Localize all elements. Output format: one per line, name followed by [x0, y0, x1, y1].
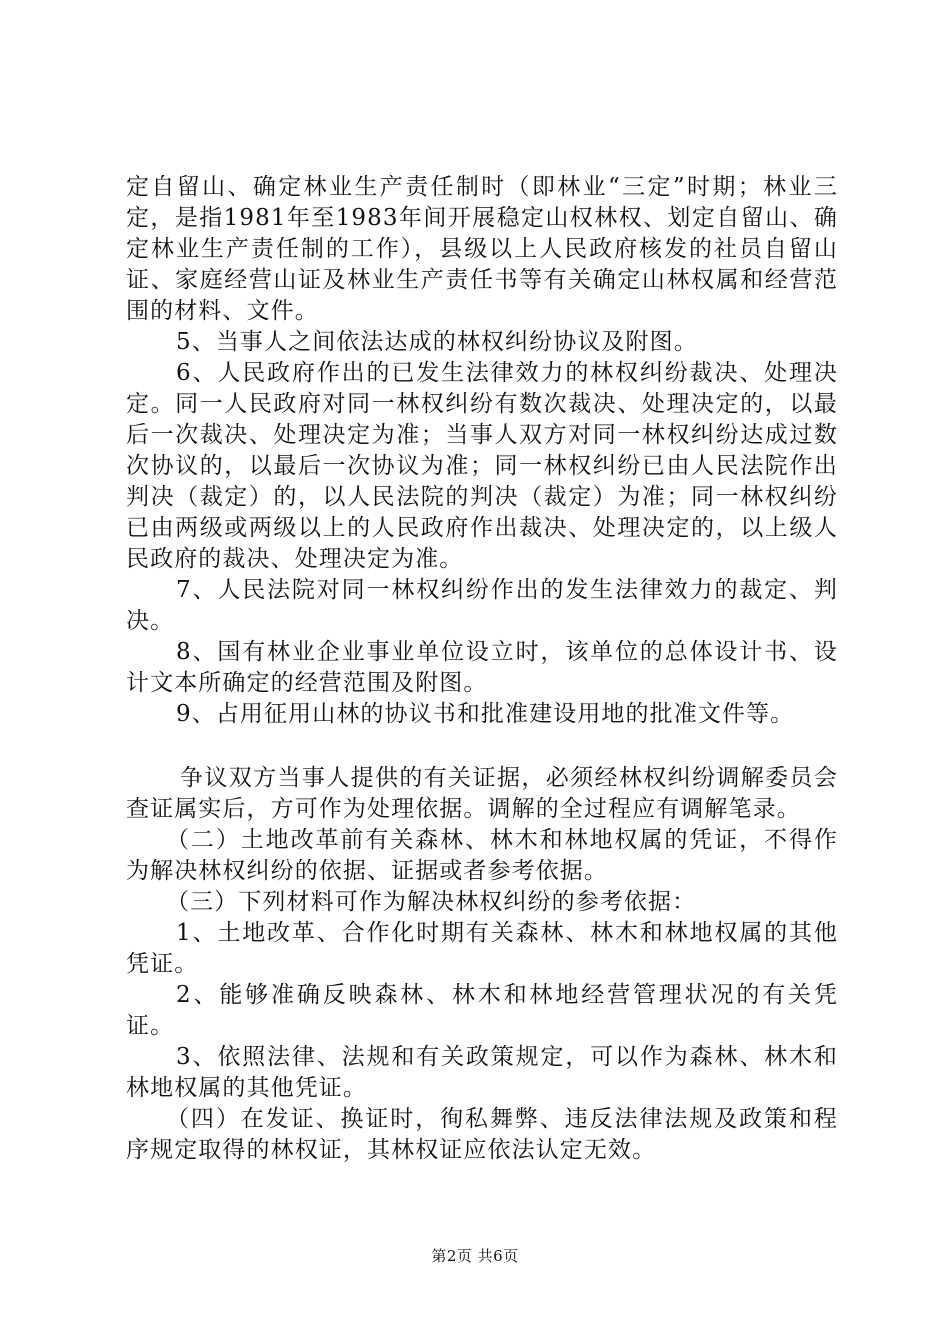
- document-body: [126, 172, 838, 1166]
- paragraph-item-6: 6、人民政府作出的已发生法律效力的林权纠纷裁决、处理决定。同一人民政府对同一林权纠纷有数次裁决、处理决定的，以最后一次裁决、处理决定为准；当事人双方对同一林权纠纷达成过数次协议的，以最后一次协议为准；同一林权纠纷已由人民法院作出判决（裁定）的，以人民法院的判决（裁定）为准；同一林权纠纷已由两级或两级以上的人民政府作出裁决、处理决定的，以上级人民政府的裁决、处理决定为准。: [126, 360, 838, 572]
- page-number-footer: 第2页 共6页: [431, 1247, 519, 1265]
- paragraph-evidence-note: 争议双方当事人提供的有关证据，必须经林权纠纷调解委员会查证属实后，方可作为处理依据。调解的全过程应有调解笔录。: [126, 765, 838, 822]
- paragraph-spacer: [126, 730, 838, 763]
- paragraph-section-4: （四）在发证、换证时，徇私舞弊、违反法律法规及政策和程序规定取得的林权证，其林权证应依法认定无效。: [126, 1106, 838, 1163]
- paragraph-continuation: 定自留山、确定林业生产责任制时（即林业“三定”时期；林业三定，是指1981年至1983年间开展稳定山权林权、划定自留山、确定林业生产责任制的工作），县级以上人民政府核发的社员自留山证、家庭经营山证及林业生产责任书等有关确定山林权属和经营范围的材料、文件。: [126, 174, 838, 324]
- paragraph-item-8: 8、国有林业企业事业单位设立时，该单位的总体设计书、设计文本所确定的经营范围及附图。: [126, 639, 838, 696]
- paragraph-item-7: 7、人民法院对同一林权纠纷作出的发生法律效力的裁定、判决。: [126, 577, 838, 634]
- paragraph-item-9: 9、占用征用山林的协议书和批准建设用地的批准文件等。: [176, 701, 795, 727]
- paragraph-reference-1: 1、土地改革、合作化时期有关森林、林木和林地权属的其他凭证。: [126, 920, 838, 977]
- paragraph-item-5: 5、当事人之间依法达成的林权纠纷协议及附图。: [176, 329, 698, 355]
- paragraph-section-3: （三）下列材料可作为解决林权纠纷的参考依据：: [166, 889, 697, 915]
- paragraph-reference-2: 2、能够准确反映森林、林木和林地经营管理状况的有关凭证。: [126, 982, 838, 1039]
- paragraph-reference-3: 3、依照法律、法规和有关政策规定，可以作为森林、林木和林地权属的其他凭证。: [126, 1044, 838, 1101]
- paragraph-section-2: （二）土地改革前有关森林、林木和林地权属的凭证，不得作为解决林权纠纷的依据、证据或者参考依据。: [126, 827, 838, 884]
